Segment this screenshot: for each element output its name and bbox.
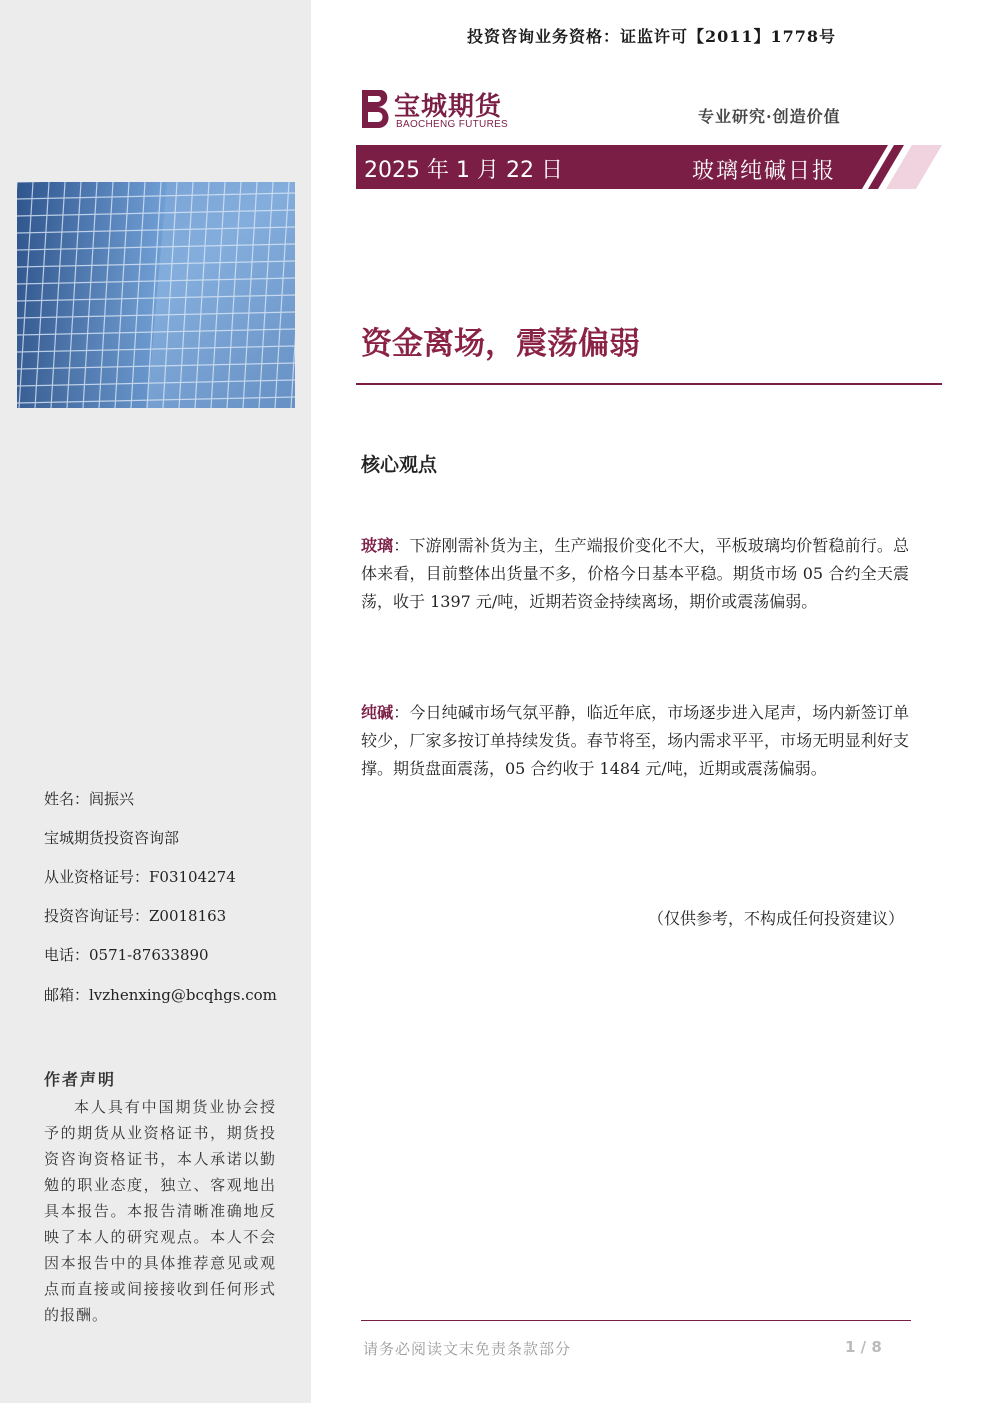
glass-text: ：下游刚需补货为主，生产端报价变化不大，平板玻璃均价暂稳前行。总体来看，目前整体出货量不多，价格今日基本平稳。期货市场 05 合约全天震荡，收于 1397 元/吨，近期若资金持续离场，期价或震荡偏弱。 xyxy=(361,536,909,611)
page-title: 资金离场，震荡偏弱 xyxy=(361,326,640,362)
email[interactable]: 邮箱：lvzhenxing@bcqhgs.com xyxy=(44,986,277,1004)
logo-mark-icon xyxy=(356,86,392,132)
report-banner xyxy=(356,145,942,189)
soda-paragraph xyxy=(361,699,909,783)
report-date: 2025 年 1 月 22 日 xyxy=(364,158,563,183)
footer-divider xyxy=(361,1320,911,1321)
practice-license: 从业资格证号：F03104274 xyxy=(44,868,236,886)
company-logo xyxy=(356,86,526,134)
page-number: 1 / 8 xyxy=(845,1338,882,1356)
glass-label: 玻璃 xyxy=(361,536,394,555)
section-heading: 核心观点 xyxy=(361,454,438,476)
report-name: 玻璃纯碱日报 xyxy=(692,159,837,184)
title-divider xyxy=(356,383,942,385)
soda-label: 纯碱 xyxy=(361,703,394,722)
slogan: 专业研究·创造价值 xyxy=(698,107,841,126)
logo-name-cn: 宝城期货 xyxy=(394,92,503,122)
soda-text: ：今日纯碱市场气氛平静，临近年底，市场逐步进入尾声，场内新签订单较少，厂家多按订单持续发货。春节将至，场内需求平平，市场无明显利好支撑。期货盘面震荡，05 合约收于 1484 元/吨，近期或震荡偏弱。 xyxy=(361,703,909,778)
analyst-name: 姓名：闾振兴 xyxy=(44,790,135,808)
statement-body: 本人具有中国期货业协会授予的期货从业资格证书，期货投资咨询资格证书，本人承诺以勤勉的职业态度，独立、客观地出具本报告。本报告清晰准确地反映了本人的研究观点。本人不会因本报告中的具体推荐意见或观点而直接或间接接收到任何形式的报酬。 xyxy=(44,1098,276,1324)
logo-name-en: BAOCHENG FUTURES xyxy=(396,119,509,130)
disclaimer: （仅供参考，不构成任何投资建议） xyxy=(647,909,904,928)
consulting-license: 投资咨询证号：Z0018163 xyxy=(44,907,227,925)
department: 宝城期货投资咨询部 xyxy=(44,829,180,847)
statement-heading: 作者声明 xyxy=(44,1070,117,1089)
qualification-line: 投资咨询业务资格：证监许可【2011】1778号 xyxy=(466,27,837,46)
building-photo xyxy=(17,182,295,408)
footer-note: 请务必阅读文末免责条款部分 xyxy=(363,1340,572,1358)
phone: 电话：0571-87633890 xyxy=(44,946,209,964)
glass-paragraph xyxy=(361,532,909,616)
